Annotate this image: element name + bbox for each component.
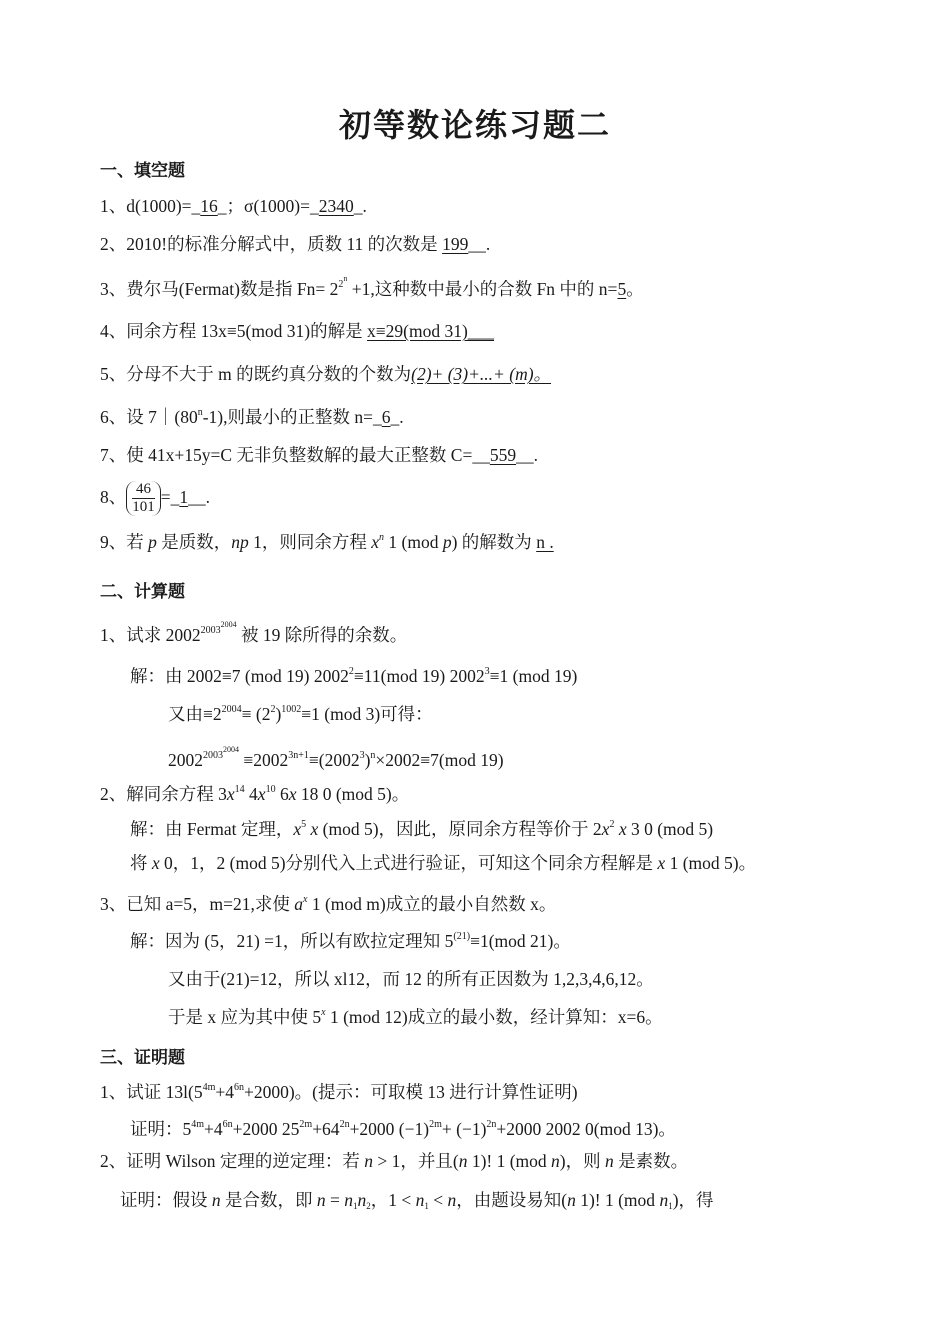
question-1-2: 2、2010!的标准分解式中，质数 11 的次数是 199__. (100, 234, 491, 254)
solution-2-3-line-1: 解：因为 (5，21) =1，所以有欧拉定理知 $5^{(21)}\equiv 1(mod$ 21)。 (130, 931, 571, 951)
question-1-7: 7、使 41x+15y=C 无非负整数解的最大正整数 C=__559__. (100, 445, 538, 465)
legendre-symbol: $\frac{46}{101}$ (126, 481, 161, 516)
section-heading-calculation: 二、计算题 (100, 582, 185, 602)
question-1-4: 4、同余方程 13x≡5(mod 31)的解是 x≡29(mod 31)___ (100, 321, 495, 341)
solution-2-3-line-3: 于是 x 应为其中使 5$^x$ 1 (mod 12)成立的最小数，经计算知：x=6。 (168, 1007, 663, 1027)
section-heading-proof: 三、证明题 (100, 1048, 185, 1068)
solution-2-3-line-2: 又由于(21)=12，所以 xl12，而 12 的所有正因数为 1,2,3,4,6,12。 (168, 969, 654, 989)
question-3-1: 1、试证 $13l(5^{4m}+4^{6n}+2000)$。(提示：可取模 13 进行计算性证明) (100, 1082, 578, 1102)
document-title: 初等数论练习题二 (338, 106, 611, 144)
question-1-8: 8、 $\frac{46}{101}$ =_1__. (100, 481, 210, 516)
question-1-9: 9、若 p 是质数，np 1，则同余方程 $x^n$ 1 (mod p) 的解数为 n . (100, 532, 554, 552)
proof-3-2: 证明：假设 n 是合数，即 $n = n_1n_2$，$1 < n_1 < n$，由题设易知(n 1)! 1 (mod $n_1$)，得 (120, 1190, 714, 1211)
question-1-3: 3、费尔马(Fermat)数是指 $Fn= 2^{2^n} +1$,这种数中最小的合数 Fn 中的 n=5。 (100, 274, 644, 299)
proof-3-1: 证明：$5^{4m}+4^{6n}+2000$ $25^{2m}+64^{2n}+2000$ $(-1)^{2m}+ (-1)^{2n}+2000$ 2002 0(mod 13)。 (130, 1119, 676, 1139)
solution-2-1-line-1: 解：由 2002≡7 (mod 19) $2002^2\equiv 11(mod$ 19) $2002^3\equiv 1$ (mod 19) (130, 666, 578, 686)
question-2-1: 1、试求 $2002^{2003^{2004}}$ 被 19 除所得的余数。 (100, 620, 408, 645)
question-2-3: 3、已知 a=5，m=21,求使 $a^x$ 1 (mod m)成立的最小自然数 x。 (100, 894, 557, 914)
solution-2-1-line-3: $2002^{2003^{2004}} \equiv 2002^{3n+1}\equiv(2002^3)^n\times 2002\equiv 7(mod$ 19) (168, 745, 504, 770)
section-heading-fill-in: 一、填空题 (100, 161, 185, 181)
question-2-2: 2、解同余方程 $3x^{14}$ $4x^{10}$ 6x 18 0 (mod 5)。 (100, 784, 410, 804)
question-1-6: 6、设 7｜(80$^n$-1),则最小的正整数 n=_6_. (100, 407, 404, 427)
solution-2-2-line-2: 将 x 0，1，2 (mod 5)分别代入上式进行验证，可知这个同余方程解是 x 1 (mod 5)。 (130, 853, 757, 873)
question-1-5: 5、分母不大于 m 的既约真分数的个数为(2)+ (3)+...+ (m)。 (100, 364, 552, 384)
question-3-2: 2、证明 Wilson 定理的逆定理：若 n > 1，并且(n 1)! 1 (mod n)，则 n 是素数。 (100, 1151, 689, 1171)
question-1-1: 1、d(1000)=_16_；σ(1000)=_2340_. (100, 196, 367, 216)
solution-2-2-line-1: 解：由 Fermat 定理，$x^5$ x (mod 5)，因此，原同余方程等价于 $2x^2$ x 3 0 (mod 5) (130, 819, 714, 839)
solution-2-1-line-2: 又由$\equiv 2^{2004}\equiv (2^2)^{1002}\equiv 1$ (mod 3)可得： (168, 704, 433, 724)
